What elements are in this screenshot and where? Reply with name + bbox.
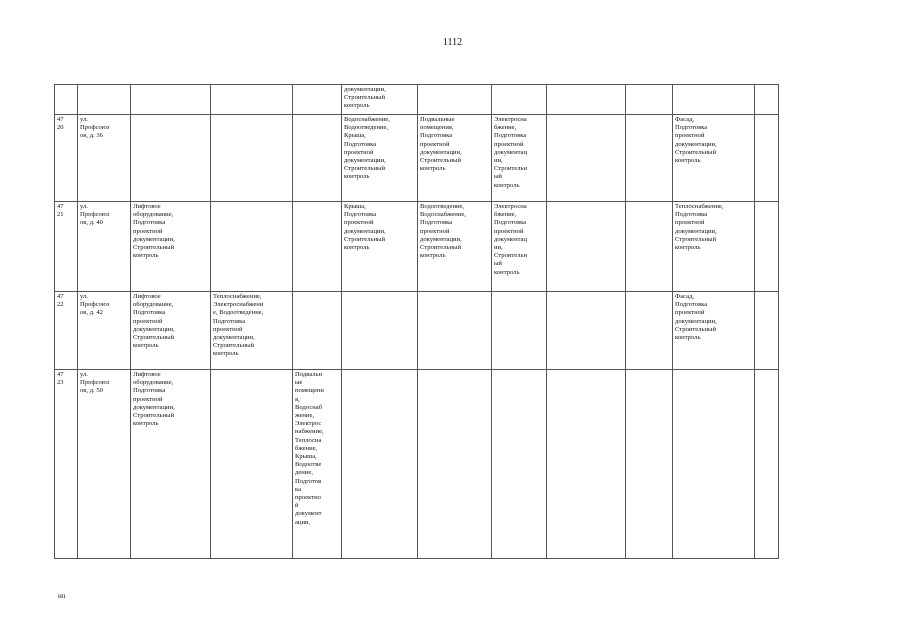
cell-water: Водоотведение, Водоснабжение, Подготовка проектной документации, Строительный контроль	[418, 202, 492, 292]
cell-lift	[131, 85, 211, 115]
cell-address: ул. Профсоюз ов, д. 36	[78, 115, 131, 202]
cell-roof: Водоснабжение, Водоотведение, Крыша, Подготовка проектной документации, Строительный контроль	[342, 115, 418, 202]
cell-col9	[547, 370, 626, 559]
cell-num	[55, 85, 78, 115]
cell-num: 47 22	[55, 292, 78, 370]
cell-electric: Электросна бжение, Подготовка проектной документац ии, Строительн ый контроль	[492, 202, 547, 292]
cell-col10	[626, 115, 673, 202]
table-row	[55, 370, 779, 559]
cell-col10	[626, 292, 673, 370]
cell-col12	[755, 85, 779, 115]
cell-heating	[211, 115, 293, 202]
cell-roof: документации, Строительный контроль	[342, 85, 418, 115]
page-number: 1112	[442, 37, 463, 48]
cell-col9	[547, 115, 626, 202]
cell-lift: Лифтовое оборудование, Подготовка проектной документации, Строительный контроль	[131, 370, 211, 559]
cell-heating: Теплоснабжение, Электроснабжени е, Водоотведение, Подготовка проектной документации, Строительный контроль	[211, 292, 293, 370]
cell-address: ул. Профсоюз ов, д. 40	[78, 202, 131, 292]
cell-heating	[211, 370, 293, 559]
cell-basement	[293, 85, 342, 115]
cell-lift	[131, 115, 211, 202]
cell-facade	[673, 85, 755, 115]
cell-basement	[293, 202, 342, 292]
cell-electric	[492, 85, 547, 115]
table-row	[55, 85, 779, 115]
cell-address: ул. Профсоюз ов, д. 42	[78, 292, 131, 370]
footer-mark: нп	[58, 592, 66, 600]
cell-facade: Фасад, Подготовка проектной документации, Строительный контроль	[673, 292, 755, 370]
table-row	[55, 202, 779, 292]
cell-col10	[626, 370, 673, 559]
cell-facade	[673, 370, 755, 559]
cell-lift: Лифтовое оборудование, Подготовка проектной документации, Строительный контроль	[131, 292, 211, 370]
cell-water: Подвальные помещения, Подготовка проектной документации, Строительный контроль	[418, 115, 492, 202]
works-table	[54, 84, 779, 559]
cell-water	[418, 370, 492, 559]
cell-water	[418, 292, 492, 370]
cell-col9	[547, 85, 626, 115]
cell-electric	[492, 370, 547, 559]
cell-roof: Крыша, Подготовка проектной документации, Строительный контроль	[342, 202, 418, 292]
cell-facade: Фасад, Подготовка проектной документации, Строительный контроль	[673, 115, 755, 202]
cell-col9	[547, 202, 626, 292]
cell-roof	[342, 292, 418, 370]
cell-num: 47 21	[55, 202, 78, 292]
cell-lift: Лифтовое оборудование, Подготовка проектной документации, Строительный контроль	[131, 202, 211, 292]
cell-water	[418, 85, 492, 115]
cell-col10	[626, 85, 673, 115]
cell-basement: Подвальн ые помещени я, Водоснаб жение, Электрос набжение, Теплосна бжение, Крыша, Водоотве дение, Подготов ка проектно й документ ации,	[293, 370, 342, 559]
table-row	[55, 292, 779, 370]
cell-electric	[492, 292, 547, 370]
cell-address: ул. Профсоюз ов, д. 50	[78, 370, 131, 559]
cell-heating	[211, 202, 293, 292]
cell-col10	[626, 202, 673, 292]
cell-col12	[755, 292, 779, 370]
cell-roof	[342, 370, 418, 559]
cell-num: 47 20	[55, 115, 78, 202]
cell-col12	[755, 370, 779, 559]
cell-facade: Теплоснабжение, Подготовка проектной документации, Строительный контроль	[673, 202, 755, 292]
cell-col12	[755, 115, 779, 202]
cell-heating	[211, 85, 293, 115]
cell-electric: Электросна бжение, Подготовка проектной документац ии, Строительн ый контроль	[492, 115, 547, 202]
cell-basement	[293, 115, 342, 202]
table-row	[55, 115, 779, 202]
cell-num: 47 23	[55, 370, 78, 559]
cell-basement	[293, 292, 342, 370]
cell-col12	[755, 202, 779, 292]
cell-col9	[547, 292, 626, 370]
cell-address	[78, 85, 131, 115]
